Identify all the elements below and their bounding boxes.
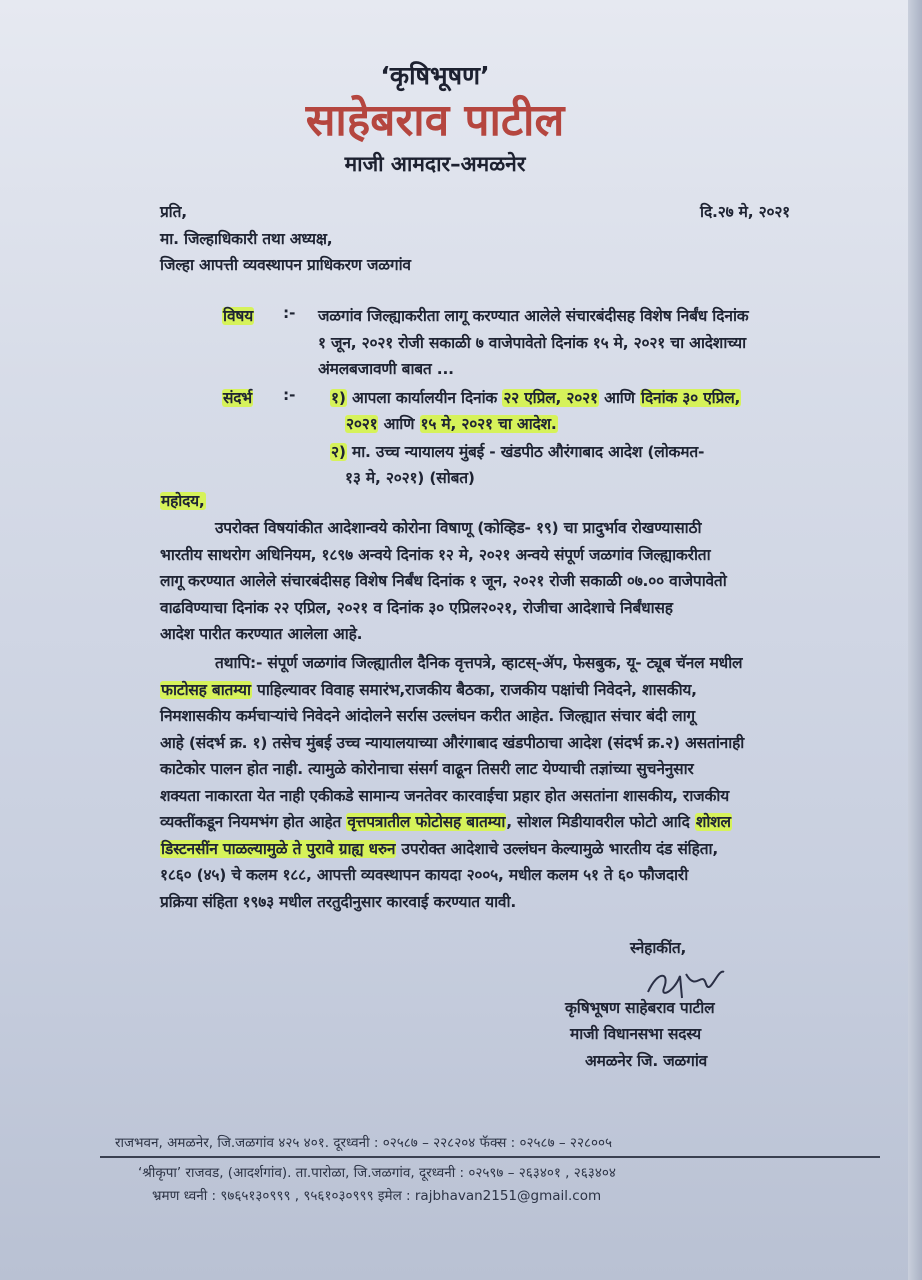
text-segment: आणि	[598, 389, 640, 407]
reference-line	[330, 386, 741, 408]
paragraph-1-line	[215, 516, 701, 538]
reference-line	[345, 412, 558, 434]
text-segment: आदेश पारीत करण्यात आलेला आहे.	[160, 625, 363, 643]
signer-designation: माजी विधानसभा सदस्य	[570, 1025, 701, 1043]
paragraph-2-line	[160, 863, 688, 885]
closing-greeting: स्नेहाकींत,	[630, 939, 687, 957]
text-segment: तथापि:- संपूर्ण जळगांव जिल्ह्यातील दैनिक वृत्तपत्रे, व्हाटस्-ॲप, फेसबुक, यू- ट्यूब चॅनल मधील	[215, 654, 743, 672]
text-segment: लागू करण्यात आलेले संचारबंदीसह विशेष निर्बंध दिनांक १ जून, २०२१ रोजी सकाळी ०७.०० वाजेपावेतो	[160, 572, 727, 590]
text-segment: आहे (संदर्भ क्र. १) तसेच मुंबई उच्च न्यायालयाच्या औरंगाबाद खंडपीठाचा आदेश (संदर्भ क्र.२) असतांनाही	[160, 733, 745, 752]
text-segment: शक्यता नाकारता येत नाही एकीकडे सामान्य जनतेवर कारवाईचा प्रहार होत असतांना शासकीय, राजकीय	[160, 786, 729, 805]
text-segment: आपला कार्यालयीन दिनांक	[346, 389, 503, 407]
paragraph-2-line	[160, 837, 718, 859]
reference-sep: :-	[283, 386, 296, 404]
paragraph-1-line	[160, 596, 673, 618]
paragraph-2-line	[160, 678, 697, 700]
paragraph-2-line	[160, 704, 695, 726]
paragraph-2-line	[160, 890, 516, 912]
signer-place: अमळनेर जि. जळगांव	[585, 1052, 708, 1070]
recipient-line-2: जिल्हा आपत्ती व्यवस्थापन प्राधिकरण जळगांव	[160, 256, 411, 274]
highlighted-text: दिनांक ३० एप्रिल,	[640, 389, 741, 407]
text-segment: उपरोक्त विषयांकीत आदेशान्वये कोरोना विषाणू (कोव्हिड- १९) चा प्रादुर्भाव रोखण्यासाठी	[215, 519, 702, 537]
paragraph-2-line	[160, 731, 744, 753]
footer-address-2: ‘श्रीकृपा’ राजवड, (आदर्शगांव). ता.पारोळा, जि.जळगांव, दूरध्वनी : ०२५९७ – २६३४०१ , २६३४०४	[138, 1165, 616, 1181]
text-segment: १८६० (४५) चे कलम १८८, आपत्ती व्यवस्थापन कायदा २००५, मधील कलम ५१ ते ६० फौजदारी	[160, 866, 689, 884]
recipient-line-1: मा. जिल्हाधिकारी तथा अध्यक्ष,	[160, 230, 333, 248]
highlighted-text: १)	[331, 389, 346, 407]
highlighted-text: २०२१	[346, 415, 378, 433]
highlighted-text: १५ मे, २०२१ चा आदेश.	[420, 415, 557, 433]
subject-sep: :-	[283, 304, 296, 322]
text-segment: वाढविण्याचा दिनांक २२ एप्रिल, २०२१ व दिनांक ३० एप्रिल२०२१, रोजीचा आदेशाचे निर्बंधासह	[160, 599, 673, 617]
highlighted-text: फाटोसह बातम्या	[161, 680, 251, 699]
signer-name: कृषिभूषण साहेबराव पाटील	[565, 999, 715, 1017]
text-segment: काटेकोर पालन होत नाही. त्यामुळे कोरोनाचा संसर्ग वाढून तिसरी लाट येण्याची तज्ञांच्या सुचनेनुसार	[160, 760, 694, 778]
highlighted-text: डिस्टनसींन पाळल्यामुळे ते पुरावे ग्राह्य धरुन	[161, 839, 396, 858]
text-segment: १३ मे, २०२१) (सोबत)	[345, 469, 475, 487]
footer-address-1: राजभवन, अमळनेर, जि.जळगांव ४२५ ४०१. दूरध्वनी : ०२५८७ – २२८२०४ फॅक्स : ०२५८७ – २२८००५	[115, 1135, 613, 1151]
letter-date: दि.२७ मे, २०२१	[700, 203, 791, 221]
paragraph-1-line	[160, 543, 710, 565]
paper-edge	[908, 0, 922, 1280]
text-segment: प्रक्रिया संहिता १९७३ मधील तरतुदीनुसार कारवाई करण्यात यावी.	[160, 892, 517, 911]
text-segment: भारतीय साथरोग अधिनियम, १८९७ अन्वये दिनांक १२ मे, २०२१ अन्वये संपूर्ण जळगांव जिल्ह्याकरीता	[160, 546, 711, 564]
paragraph-2-line	[215, 651, 742, 673]
paragraph-1-line	[160, 569, 727, 591]
text-segment: , सोशल मिडीयावरील फोटो आदि	[506, 813, 695, 831]
paragraph-1-line	[160, 622, 362, 644]
subject-line: १ जून, २०२१ रोजी सकाळी ७ वाजेपावेतो दिनांक १५ मे, २०२१ चा आदेशाच्या	[318, 334, 746, 352]
reference-label: संदर्भ	[223, 389, 253, 407]
subject-label: विषय	[223, 307, 253, 325]
highlighted-text: शोशल	[695, 813, 731, 831]
header-honorific: ‘कृषिभूषण’	[380, 61, 490, 90]
subject-line: जळगांव जिल्ह्याकरीता लागू करण्यात आलेले संचारबंदीसह विशेष निर्बंध दिनांक	[318, 307, 749, 325]
text-segment: व्यक्तींकडून नियमभंग होत आहेत	[160, 813, 347, 831]
highlighted-text: २)	[331, 443, 346, 461]
paragraph-2-line	[160, 784, 729, 806]
header-name: साहेबराव पाटील	[305, 95, 565, 146]
text-segment: निमशासकीय कर्मचाऱ्यांचे निवेदने आंदोलने सर्रास उल्लंघन करीत आहेत. जिल्ह्यात संचार बंदी लागू	[160, 707, 695, 725]
paragraph-2-line	[160, 810, 732, 832]
paragraph-2-line	[160, 757, 694, 779]
prati-label: प्रति,	[160, 203, 187, 221]
footer-contact: भ्रमण ध्वनी : ९७६५१३०९९९ , ९५६१०३०९९९ इमेल : rajbhavan2151@gmail.com	[152, 1188, 602, 1204]
salutation: महोदय,	[161, 492, 205, 510]
highlighted-text: वृत्तपत्रातील फोटोसह बातम्या	[347, 813, 506, 831]
reference-line	[345, 466, 475, 488]
footer-divider	[100, 1156, 880, 1158]
text-segment: आणि	[378, 415, 420, 433]
text-segment: पाहिल्यावर विवाह समारंभ,राजकीय बैठका, राजकीय पक्षांची निवेदने, शासकीय,	[251, 680, 697, 699]
highlighted-text: २२ एप्रिल, २०२१	[503, 389, 598, 407]
text-segment: मा. उच्च न्यायालय मुंबई - खंडपीठ औरंगाबाद आदेश (लोकमत-	[346, 443, 705, 461]
subject-line: अंमलबजावणी बाबत ...	[318, 360, 454, 378]
header-subtitle: माजी आमदार–अमळनेर	[344, 152, 526, 176]
text-segment: उपरोक्त आदेशाचे उल्लंघन केल्यामुळे भारतीय दंड संहिता,	[396, 839, 719, 858]
reference-line	[330, 440, 704, 462]
